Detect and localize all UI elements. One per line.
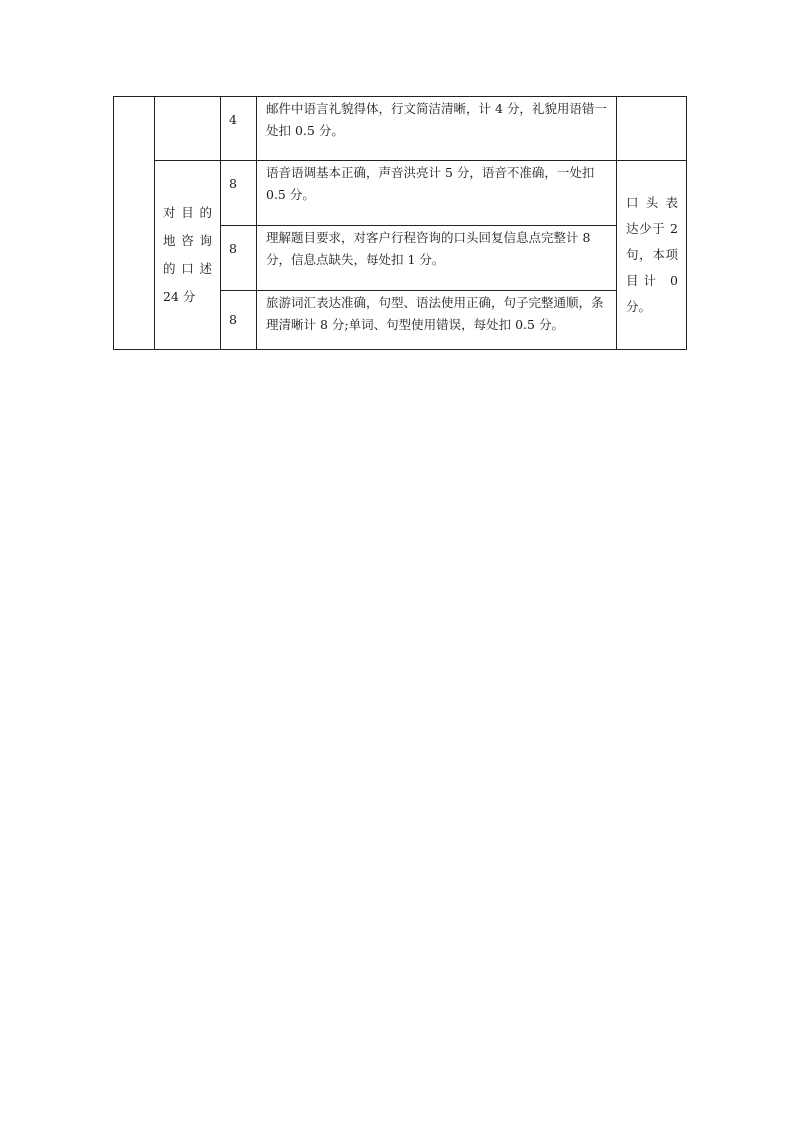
table-row <box>114 97 687 161</box>
scoring-rubric-table <box>113 96 687 350</box>
score-cell: 8 <box>221 291 257 350</box>
note-line: 达少于 2 <box>626 221 678 236</box>
note-line: 目计 0 <box>626 273 678 288</box>
criteria-description: 语音语调基本正确，声音洪亮计 5 分，语音不准确，一处扣 0.5 分。 <box>257 161 617 226</box>
note-line: 口头表 <box>626 195 678 210</box>
score-cell: 8 <box>221 161 257 226</box>
note-cell-empty <box>617 97 687 161</box>
category-cell-empty <box>155 97 221 161</box>
category-line: 的口述 <box>163 261 212 276</box>
note-line: 分。 <box>626 299 652 314</box>
table-row <box>114 161 687 226</box>
section-cell-empty <box>114 97 155 350</box>
criteria-description: 理解题目要求，对客户行程咨询的口头回复信息点完整计 8 分，信息点缺失，每处扣 1 分。 <box>257 226 617 291</box>
score-cell: 4 <box>221 97 257 161</box>
criteria-description: 邮件中语言礼貌得体，行文简洁清晰，计 4 分，礼貌用语错一处扣 0.5 分。 <box>257 97 617 161</box>
criteria-description: 旅游词汇表达准确，句型、语法使用正确，句子完整通顺，条理清晰计 8 分;单词、句型使用错误，每处扣 0.5 分。 <box>257 291 617 350</box>
category-line: 对目的 <box>163 205 212 220</box>
category-line: 24 分 <box>163 289 196 304</box>
note-line: 句，本项 <box>626 247 678 262</box>
note-cell <box>617 161 687 350</box>
category-cell <box>155 161 221 350</box>
category-line: 地咨询 <box>163 233 212 248</box>
score-cell: 8 <box>221 226 257 291</box>
